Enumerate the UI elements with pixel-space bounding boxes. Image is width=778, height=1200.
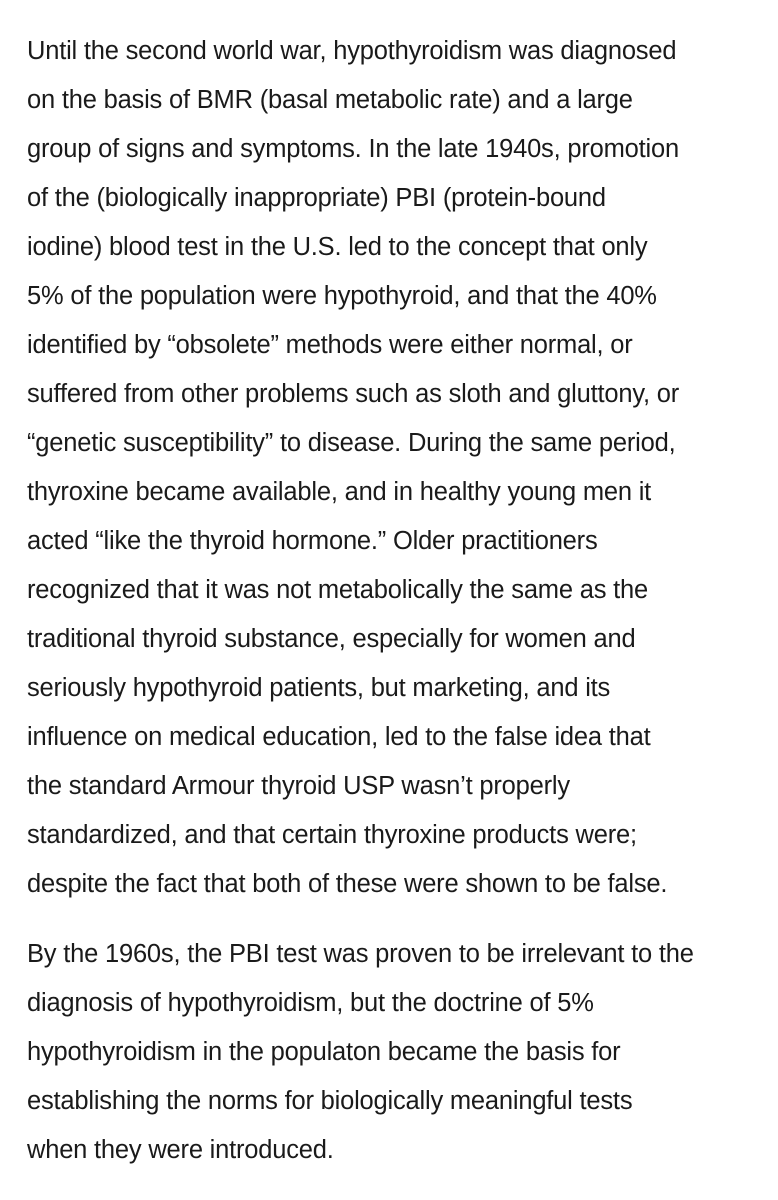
text-line: Until the second world war, hypothyroidism was diagnosed — [27, 37, 677, 65]
text-line: identified by “obsolete” methods were either normal, or — [27, 331, 633, 359]
paragraph-1 — [27, 27, 756, 909]
text-line: hypothyroidism in the populaton became the basis for — [27, 1038, 621, 1066]
text-line: despite the fact that both of these were shown to be false. — [27, 870, 668, 898]
paragraph-2 — [27, 930, 756, 1175]
text-line: traditional thyroid substance, especially for women and — [27, 625, 636, 653]
text-line: establishing the norms for biologically meaningful tests — [27, 1087, 633, 1115]
text-line: on the basis of BMR (basal metabolic rate) and a large — [27, 86, 633, 114]
text-line: of the (biologically inappropriate) PBI (protein-bound — [27, 184, 606, 212]
text-line: suffered from other problems such as sloth and gluttony, or — [27, 380, 680, 408]
text-line: group of signs and symptoms. In the late 1940s, promotion — [27, 135, 679, 163]
text-line: “genetic susceptibility” to disease. During the same period, — [27, 429, 676, 457]
text-line: thyroxine became available, and in healthy young men it — [27, 478, 652, 506]
text-line: recognized that it was not metabolically the same as the — [27, 576, 648, 604]
text-line: influence on medical education, led to the false idea that — [27, 723, 651, 751]
text-line: iodine) blood test in the U.S. led to the concept that only — [27, 233, 648, 261]
text-line: seriously hypothyroid patients, but marketing, and its — [27, 674, 611, 702]
text-line: the standard Armour thyroid USP wasn’t properly — [27, 772, 570, 800]
text-line: By the 1960s, the PBI test was proven to be irrelevant to the — [27, 940, 694, 968]
text-line: acted “like the thyroid hormone.” Older practitioners — [27, 527, 598, 555]
text-line: 5% of the population were hypothyroid, and that the 40% — [27, 282, 657, 310]
text-line: standardized, and that certain thyroxine products were; — [27, 821, 637, 849]
text-line: when they were introduced. — [27, 1136, 334, 1164]
text-line: diagnosis of hypothyroidism, but the doctrine of 5% — [27, 989, 594, 1017]
